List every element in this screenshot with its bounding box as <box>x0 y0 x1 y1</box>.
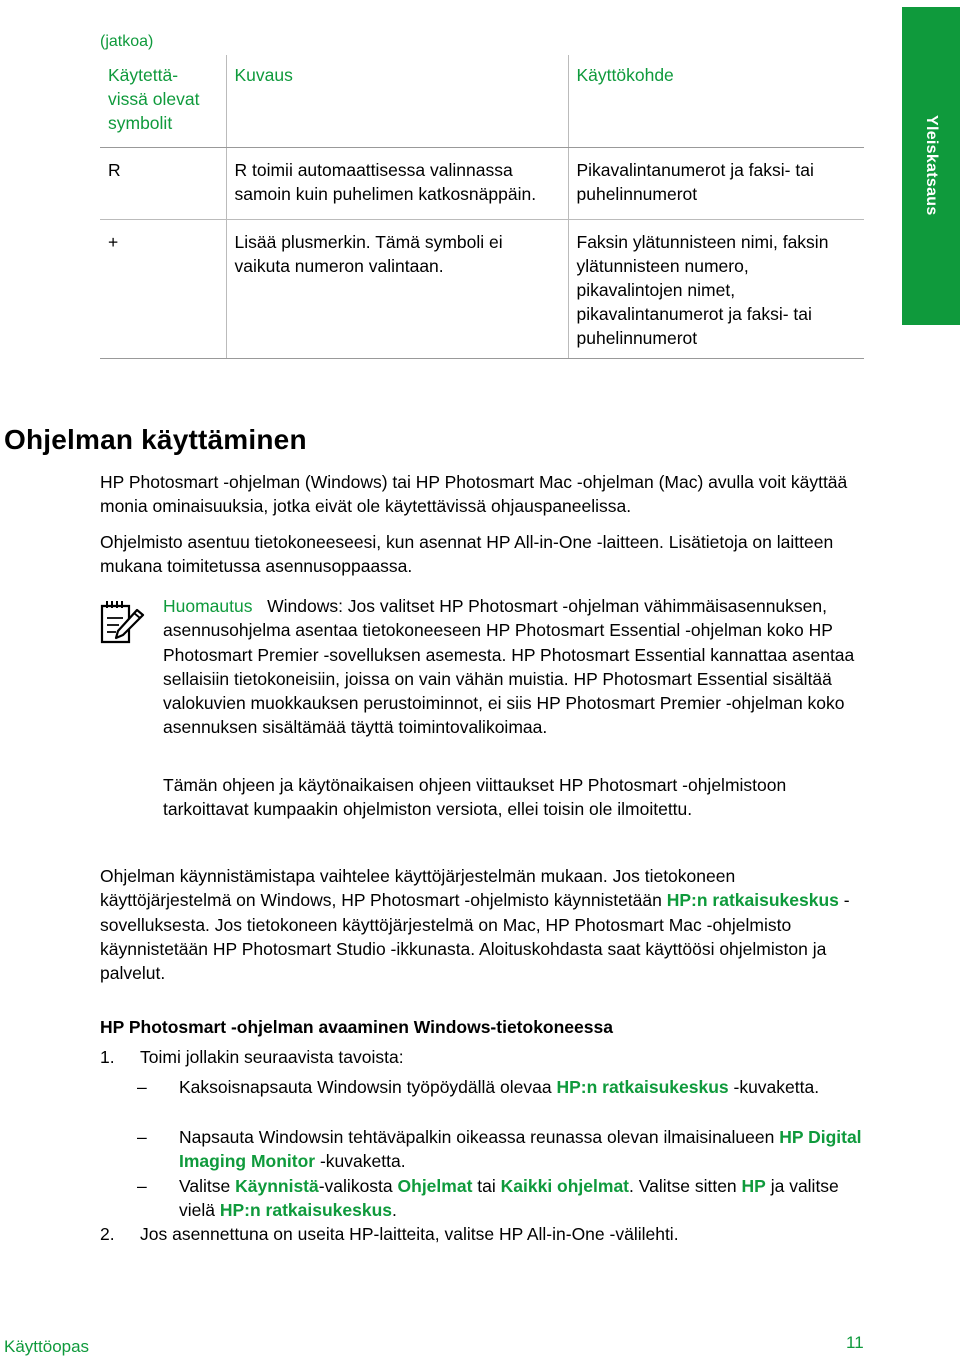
section-title: Ohjelman käyttäminen <box>4 424 307 455</box>
step-number: 1. <box>100 1047 115 1067</box>
sub-heading: HP Photosmart -ohjelman avaaminen Windows-tietokoneessa <box>100 1017 613 1037</box>
text-run: -valikosta <box>318 1176 398 1196</box>
text-run: -kuvaketta. <box>728 1077 820 1097</box>
step-text: Toimi jollakin seuraavista tavoista: <box>140 1047 404 1067</box>
solution-center-link[interactable]: HP:n ratkaisukeskus <box>556 1077 729 1097</box>
text-run: Valitse <box>179 1176 236 1196</box>
text-run: Napsauta Windowsin tehtäväpalkin oikeassa reunassa olevan ilmaisinalueen <box>179 1127 780 1147</box>
text-run: -sovelluksesta. Jos tietokoneen käyttöjärjestelmä on Mac, HP Photosmart Mac -ohjelmisto käynnistetään HP Photosmart Studio -ikkunasta. Aloituskohdasta saat käyttöösi ohjelmiston ja palvelut. <box>100 890 850 984</box>
all-programs-link[interactable]: Kaikki ohjelmat <box>500 1176 630 1196</box>
note-label: Huomautus <box>163 596 253 616</box>
section-side-tab <box>902 7 960 325</box>
text-run: . <box>392 1200 397 1221</box>
bullet-text <box>179 1075 869 1099</box>
table-cell-usage: Faksin ylätunnisteen nimi, faksin ylätunnisteen numero, pikavalintojen nimet, pikavalintanumerot ja faksi- tai puhelinnumerot <box>568 220 864 359</box>
intro-paragraph: HP Photosmart -ohjelman (Windows) tai HP Photosmart Mac -ohjelman (Mac) avulla voit käyttää monia ominaisuuksia, jotka eivät ole käytettävissä ohjauspaneelissa. <box>100 472 848 517</box>
programs-link[interactable]: Ohjelmat <box>397 1176 473 1196</box>
note-text-2: Tämän ohjeen ja käytönaikaisen ohjeen viittaukset HP Photosmart -ohjelmistoon tarkoittavat kumpaakin ohjelmiston versiota, ellei toisin ole ilmoitettu. <box>163 775 787 820</box>
launch-paragraph <box>100 864 860 985</box>
note-icon <box>99 598 145 644</box>
text-run: Kaksoisnapsauta Windowsin työpöydällä olevaa <box>179 1077 557 1097</box>
table-cell-symbol: R <box>100 148 226 220</box>
footer-guide-title: Käyttöopas <box>4 1337 90 1356</box>
start-menu-link[interactable]: Käynnistä <box>235 1176 319 1196</box>
text-run: -kuvaketta. <box>315 1151 406 1172</box>
bullet-text <box>179 1174 869 1223</box>
bullet-dash: – <box>137 1127 147 1147</box>
note-text <box>163 594 868 740</box>
page-number: 11 <box>846 1333 864 1352</box>
table-cell-description: Lisää plusmerkin. Tämä symboli ei vaikuta numeron valintaan. <box>226 220 568 359</box>
bullet-dash: – <box>137 1176 147 1196</box>
text-run: Ohjelman käynnistämistapa vaihtelee käyttöjärjestelmän mukaan. Jos tietokoneen käyttöjärjestelmä on Windows, HP Photosmart -ohjelmisto käynnistetään <box>100 866 736 911</box>
table-cell-usage: Pikavalintanumerot ja faksi- tai puhelinnumerot <box>568 148 864 220</box>
hp-link[interactable]: HP <box>741 1176 766 1196</box>
note-body: Windows: Jos valitset HP Photosmart -ohjelman vähimmäisasennuksen, asennusohjelma asentaa tietokoneeseen HP Photosmart Essential -ohjelman koko HP Photosmart Premier -sovelluksen asemesta. HP Photosmart Essential kannattaa asentaa sellaisiin tietokoneisiin, joissa on vain vähän muistia. HP Photosmart Essential sisältää valokuvien muokkauksen perustoiminnot, ei siis HP Photosmart Premier -ohjelman koko asennuksen sisältämää täyttä toimintovalikoimaa. <box>163 596 855 738</box>
header-description: Kuvaus <box>226 55 568 148</box>
table-row <box>100 220 864 359</box>
solution-center-link[interactable]: HP:n ratkaisukeskus <box>219 1200 393 1221</box>
table-header-row <box>100 55 864 148</box>
step-number: 2. <box>100 1224 115 1244</box>
table-cell-description: R toimii automaattisessa valinnassa samoin kuin puhelimen katkosnäppäin. <box>226 148 568 220</box>
side-tab-label: Yleiskatsaus <box>923 115 940 216</box>
table-cell-symbol: + <box>100 220 226 359</box>
bullet-text <box>179 1125 869 1174</box>
table-row <box>100 148 864 220</box>
bullet-dash: – <box>137 1077 147 1097</box>
imaging-monitor-link[interactable]: HP Digital Imaging Monitor <box>179 1127 862 1172</box>
continued-label: (jatkoa) <box>100 33 154 50</box>
text-run: tai <box>472 1176 501 1196</box>
install-paragraph: Ohjelmisto asentuu tietokoneeseesi, kun asennat HP All-in-One -laitteen. Lisätietoja on laitteen mukana toimitetussa asennusoppaassa. <box>100 532 834 577</box>
step-text: Jos asennettuna on useita HP-laitteita, valitse HP All-in-One -välilehti. <box>140 1224 679 1244</box>
symbols-table <box>100 55 864 359</box>
text-run: ja valitse vielä <box>179 1176 839 1221</box>
solution-center-link[interactable]: HP:n ratkaisukeskus <box>666 890 839 911</box>
header-symbols: Käytettä-vissä olevat symbolit <box>100 55 226 148</box>
text-run: . Valitse sitten <box>629 1176 742 1196</box>
header-usage: Käyttökohde <box>568 55 864 148</box>
